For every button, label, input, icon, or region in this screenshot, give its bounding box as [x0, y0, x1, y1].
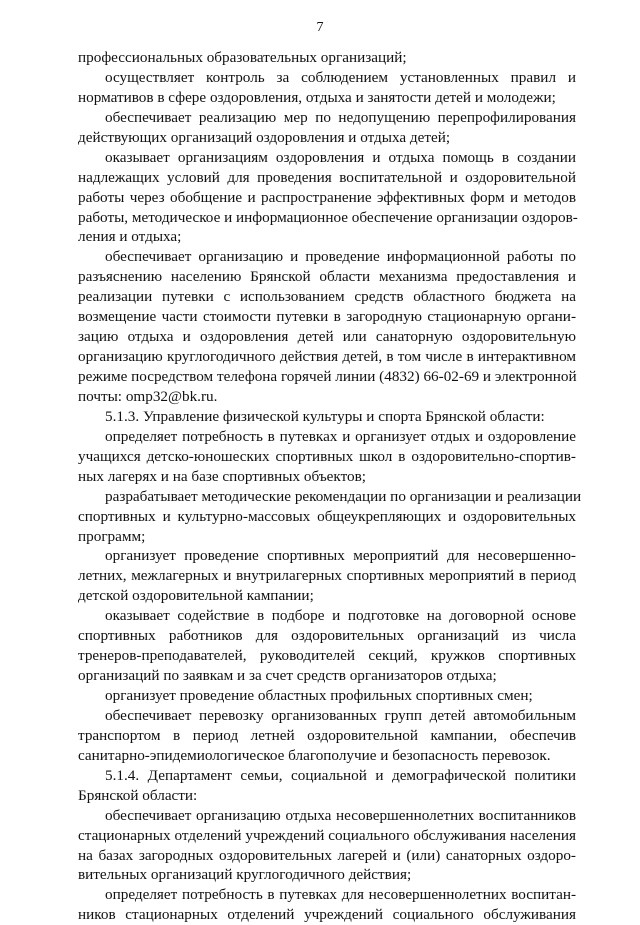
text-line: осуществляет контроль за соблюдением установленных правил и — [105, 68, 576, 86]
text-line: организует проведение спортивных мероприятий для несовершенно- — [105, 547, 576, 565]
text-line: обеспечивает перевозку организованных групп детей автомобильным — [105, 706, 576, 724]
page-number: 7 — [316, 20, 324, 35]
text-line: 5.1.3. Управление физической культуры и спорта Брянской области: — [105, 407, 545, 425]
text-line: надлежащих условий для проведения воспитательной и оздоровительной — [78, 168, 576, 186]
text-line: возмещение части стоимости путевки в загородную стационарную органи- — [78, 308, 576, 326]
text-line: работы, методическое и информационное обеспечение организации оздоров- — [78, 208, 578, 226]
text-line: детской оздоровительной кампании; — [78, 587, 314, 605]
text-line: организует проведение областных профильных спортивных смен; — [105, 687, 533, 704]
text-line: режиме посредством телефона горячей линии (4832) 66-02-69 и электронной — [78, 368, 577, 385]
text-line: разрабатывает методические рекомендации по организации и реализации — [105, 487, 582, 505]
text-line: транспортом в период летней оздоровительной кампании, обеспечив — [78, 726, 576, 744]
text-line: определяет потребность в путевках и организует отдых и оздоровление — [105, 427, 576, 445]
text-line: на базах загородных оздоровительных лагерей и (или) санаторных оздоро- — [78, 846, 576, 864]
text-line: профессиональных образовательных организаций; — [78, 49, 407, 66]
text-line: спортивных и культурно-массовых общеукрепляющих и оздоровительных — [78, 507, 576, 525]
text-line: работы через обобщение и распространение эффективных форм и методов — [78, 188, 576, 206]
text-line: вительных организаций круглогодичного действия; — [78, 866, 412, 884]
text-line: программ; — [78, 527, 146, 545]
text-line: оказывает организациям оздоровления и отдыха помощь в создании — [105, 148, 576, 166]
text-line: организаций по заявкам и за счет средств организаторов отдыха; — [78, 667, 497, 685]
text-line: санитарно-эпидемиологическое благополучие и безопасность перевозок. — [78, 746, 551, 764]
text-line: 5.1.4. Департамент семьи, социальной и демографической политики — [105, 766, 576, 784]
text-line: тренеров-преподавателей, руководителей секций, кружков спортивных — [78, 647, 576, 665]
text-line: учащихся детско-юношеских спортивных школ в оздоровительно-спортив- — [78, 447, 576, 465]
text-line: спортивных работников для оздоровительных организаций из числа — [78, 627, 576, 645]
text-line: обеспечивает организацию отдыха несовершеннолетних воспитанников — [105, 806, 576, 824]
text-line: нормативов в сфере оздоровления, отдыха и занятости детей и молодежи; — [78, 88, 556, 106]
text-line: обеспечивает реализацию мер по недопущению перепрофилирования — [105, 108, 576, 126]
text-line: ных лагерях и на базе спортивных объектов; — [78, 467, 367, 485]
text-line: ников стационарных отделений учреждений социального обслуживания — [78, 906, 576, 924]
text-line: обеспечивает организацию и проведение информационной работы по — [105, 248, 576, 266]
text-line: разъяснению населению Брянской области механизма предоставления и — [78, 268, 576, 286]
text-line: оказывает содействие в подборе и подготовке на договорной основе — [105, 607, 576, 625]
text-line: почты: omp32@bk.ru. — [78, 387, 218, 405]
text-line: определяет потребность в путевках для несовершеннолетних воспитан- — [105, 886, 576, 904]
document-body — [78, 48, 582, 925]
text-line: летних, межлагерных и внутрилагерных спортивных мероприятий в период — [78, 567, 576, 585]
text-line: действующих организаций оздоровления и отдыха детей; — [78, 128, 451, 146]
text-line: ления и отдыха; — [78, 228, 182, 246]
text-line: Брянской области: — [78, 786, 198, 804]
text-line: стационарных отделений учреждений социального обслуживания населения — [78, 826, 576, 844]
text-line: реализации путевки с использованием средств областного бюджета на — [78, 288, 576, 306]
text-line: организацию круглогодичного действия детей, в том числе в интерактивном — [78, 348, 576, 366]
text-line: зацию отдыха и оздоровления детей или санаторную оздоровительную — [78, 328, 576, 346]
